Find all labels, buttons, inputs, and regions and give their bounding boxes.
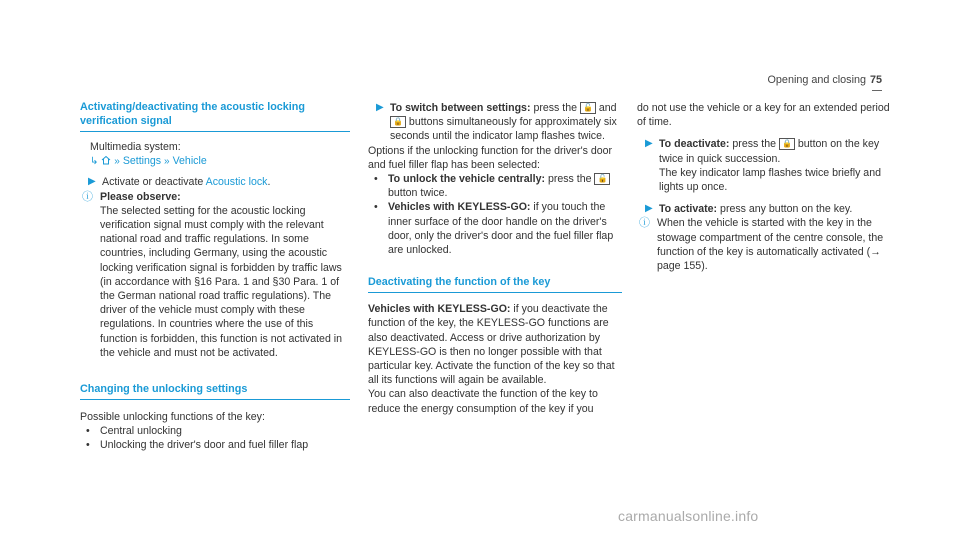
path-vehicle[interactable]: Vehicle — [172, 155, 207, 168]
unlock-intro: Possible unlocking functions of the key: — [80, 411, 265, 424]
list-item: • Central unlocking — [86, 425, 182, 438]
lock-key-icon: 🔒 — [390, 116, 406, 128]
home-icon — [101, 155, 111, 165]
options-text: Options if the unlocking function for the driver's door and fuel filler flap has been selected: — [368, 144, 613, 171]
note-title: Please observe: — [100, 190, 181, 203]
path-settings[interactable]: Settings — [122, 155, 162, 168]
note-block: ⓘ When the vehicle is started with the key in the stowage compartment of the centre console, the function of the key is automatically activated (→ page 155). — [639, 217, 884, 273]
activate-step: ▶ To activate: press any button on the key. — [645, 203, 853, 216]
heading-acoustic-lock: Activating/deactivating the acoustic locking verification signal — [80, 100, 350, 132]
heading-deactivate-key: Deactivating the function of the key — [368, 275, 622, 293]
lock-key-icon: 🔒 — [779, 138, 795, 150]
watermark: carmanualsonline.info — [618, 508, 759, 524]
column-right — [637, 101, 891, 273]
info-icon: ⓘ — [82, 190, 93, 203]
list-item: • Unlocking the driver's door and fuel filler flap — [86, 439, 309, 452]
page-reference-link[interactable]: → page 155 — [657, 245, 881, 273]
acoustic-lock-link[interactable]: Acoustic lock — [205, 176, 268, 189]
chevron-right-icon: » — [114, 156, 120, 168]
page-header — [758, 73, 882, 87]
energy-paragraph: You can also deactivate the function of the key to reduce the energy consumption of the key if you — [368, 388, 598, 415]
instruction-step: ▶ Activate or deactivate Acoustic lock. — [88, 176, 271, 189]
info-icon: ⓘ — [639, 217, 650, 230]
arrow-right-icon: ▶ — [645, 138, 653, 150]
continued-text: do not use the vehicle or a key for an extended period of time. — [637, 102, 890, 129]
switch-settings-step: ▶ To switch between settings: press the 🔓 and 🔒 buttons simultaneously for approximately six seconds until the indicator lamp flashes twice. — [376, 102, 617, 143]
arrow-right-icon: ▶ — [88, 176, 96, 188]
page-number-underline — [872, 90, 882, 91]
list-item: • Vehicles with KEYLESS-GO: if you touch the inner surface of the door handle on the driver's door, only the driver's door and the fuel filler flap are unlocked. — [374, 201, 614, 257]
column-left — [80, 100, 350, 453]
chevron-right-icon: » — [164, 156, 170, 168]
heading-unlocking-settings: Changing the unlocking settings — [80, 382, 350, 400]
keyless-go-paragraph: Vehicles with KEYLESS-GO: if you deactivate the function of the key, the KEYLESS-GO functions are also deactivated. Access or drive authorization by KEYLESS-GO is then no longer possible with that particular key. Activate the function of the key so that all its functions will again be available. — [368, 303, 615, 387]
menu-path — [80, 154, 350, 169]
arrow-right-icon: ▶ — [376, 102, 384, 113]
list-item: • To unlock the vehicle centrally: press the 🔓 button twice. — [368, 172, 622, 200]
note-block — [80, 190, 350, 360]
column-middle — [368, 101, 622, 416]
unlock-key-icon: 🔓 — [580, 102, 596, 114]
path-arrow-icon: ↳ — [90, 156, 99, 168]
page-number: 75 — [869, 74, 882, 86]
note-text: The selected setting for the acoustic locking verification signal must comply with the relevant national road and traffic regulations. In some countries, including Germany, using the acoustic locking verification signal is forbidden by traffic laws (in accordance with §16 Para. 1 and §30 Para. 1 of the German national road traffic regulations). The driver of the vehicle must comply with these regulations. In countries where the use of this function is forbidden, this function is not activated in the vehicle and must not be activated. — [100, 204, 343, 359]
system-label: Multimedia system: — [90, 141, 181, 153]
arrow-right-icon: ▶ — [645, 203, 653, 215]
section-title: Opening and closing — [767, 74, 866, 86]
unlock-key-icon: 🔓 — [594, 173, 610, 185]
deactivate-step: ▶ To deactivate: press the 🔒 button on the key twice in quick succession. The key indicator lamp flashes twice briefly and lights up once. — [645, 138, 881, 194]
